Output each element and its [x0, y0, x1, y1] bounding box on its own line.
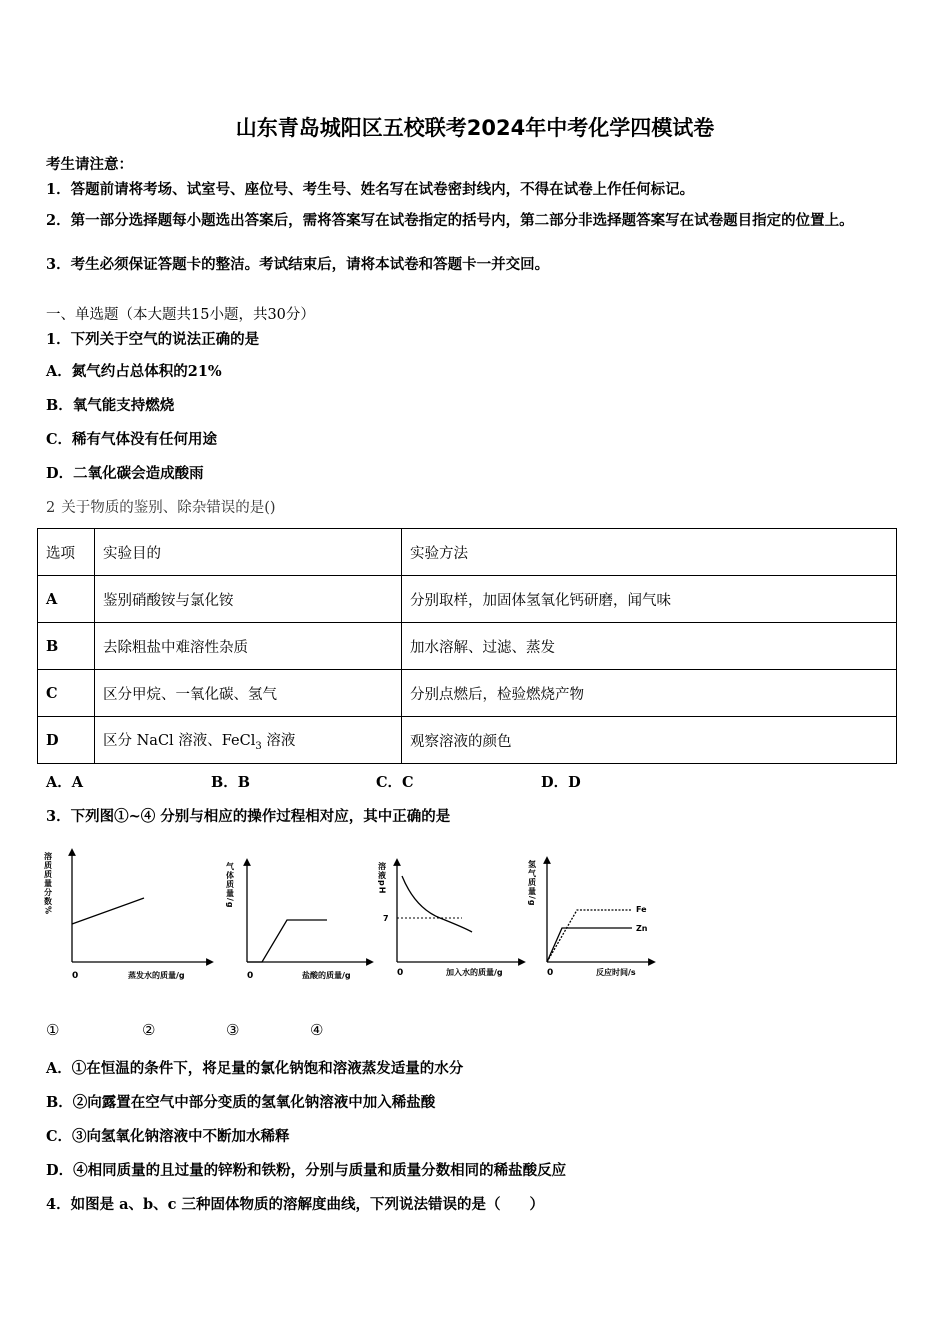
- table-cell: D: [38, 717, 95, 764]
- table-header: 实验目的: [95, 529, 402, 576]
- graph-3-xlabel: 加入水的质量/g: [446, 968, 503, 977]
- question-stem: 3．下列图①~④ 分别与相应的操作过程相对应，其中正确的是: [46, 808, 451, 825]
- table-cell: 加水溶解、过滤、蒸发: [402, 623, 897, 670]
- table-cell: 去除粗盐中难溶性杂质: [95, 623, 402, 670]
- table-cell: 观察溶液的颜色: [402, 717, 897, 764]
- table-cell: 鉴别硝酸铵与氯化铵: [95, 576, 402, 623]
- option-c: C．③向氢氧化钠溶液中不断加水稀释: [46, 1128, 290, 1145]
- graph-label: ③: [226, 1021, 240, 1039]
- table-cell: C: [38, 670, 95, 717]
- option-b: B．②向露置在空气中部分变质的氢氧化钠溶液中加入稀盐酸: [46, 1094, 436, 1111]
- notice-item: 3．考生必须保证答题卡的整洁。考试结束后，请将本试卷和答题卡一并交回。: [46, 256, 550, 273]
- graph-4-zn-line: [547, 928, 632, 962]
- table-cell: 区分甲烷、一氧化碳、氢气: [95, 670, 402, 717]
- table-row: [38, 670, 897, 717]
- table-row: [38, 623, 897, 670]
- graph-3-mark: 7: [383, 914, 389, 923]
- question-stem: 1．下列关于空气的说法正确的是: [46, 331, 260, 348]
- table-cell: B: [38, 623, 95, 670]
- question-stem: 4．如图是 a、b、c 三种固体物质的溶解度曲线，下列说法错误的是（ ）: [46, 1196, 545, 1213]
- table-header: 选项: [38, 529, 95, 576]
- question-stem: [46, 496, 276, 517]
- graph-2-line: [247, 920, 327, 962]
- graph-label: ①: [46, 1021, 60, 1039]
- graph-2: [225, 861, 371, 981]
- question-table: [37, 528, 897, 764]
- graph-label: ②: [142, 1021, 156, 1039]
- option-b: B．氧气能支持燃烧: [46, 397, 175, 414]
- notice-item: 2．第一部分选择题每小题选出答案后，需将答案写在试卷指定的括号内，第二部分非选择题答案写在试卷题目指定的位置上。: [46, 212, 854, 229]
- graph-2-origin: 0: [247, 971, 254, 981]
- answer-c: C．C: [376, 774, 414, 791]
- graph-2-xlabel: 盐酸的质量/g: [302, 971, 351, 980]
- answer-a: A．A: [46, 774, 84, 791]
- graph-4-origin: 0: [547, 968, 554, 978]
- option-d: D．二氧化碳会造成酸雨: [46, 465, 204, 482]
- page-title: 山东青岛城阳区五校联考2024年中考化学四模试卷: [235, 116, 715, 140]
- graph-4-legend-zn: Zn: [636, 924, 648, 933]
- graph-label: ④: [310, 1021, 324, 1039]
- notice-item: 1．答题前请将考场、试室号、座位号、考生号、姓名写在试卷密封线内，不得在试卷上作任何标记。: [46, 181, 695, 198]
- table-cell: 分别取样，加固体氢氧化钙研磨，闻气味: [402, 576, 897, 623]
- graph-3: [378, 861, 523, 978]
- graph-4-ylabel: 氢气质量/g: [527, 860, 537, 907]
- subscript: 3: [255, 740, 262, 752]
- option-d: D．④相同质量的且过量的锌粉和铁粉，分别与质量和质量分数相同的稀盐酸反应: [46, 1162, 567, 1179]
- table-header: 实验方法: [402, 529, 897, 576]
- graph-4-fe-line: [547, 910, 632, 962]
- graph-1-origin: 0: [72, 971, 79, 981]
- graph-3-origin: 0: [397, 968, 404, 978]
- graph-4: [527, 859, 653, 978]
- graph-4-xlabel: 反应时间/s: [596, 968, 636, 977]
- question-text: 关于物质的鉴别、除杂错误的是(): [61, 500, 276, 516]
- graph-1-line: [72, 898, 144, 924]
- cell-text: 溶液: [266, 732, 296, 749]
- graph-1-xlabel: 蒸发水的质量/g: [128, 971, 185, 980]
- graph-1-ylabel: 溶质质量分数%: [43, 852, 53, 916]
- graph-3-curve: [402, 876, 472, 932]
- answer-b: B．B: [211, 774, 251, 791]
- answer-d: D．D: [541, 774, 581, 791]
- section-heading: 一、单选题（本大题共15小题，共30分）: [46, 307, 315, 323]
- table-row: [38, 576, 897, 623]
- option-a: A．①在恒温的条件下，将足量的氯化钠饱和溶液蒸发适量的水分: [46, 1060, 464, 1077]
- graph-3-ylabel: 溶液pH: [377, 862, 387, 895]
- option-c: C．稀有气体没有任何用途: [46, 431, 218, 448]
- option-a: A．氮气约占总体积的21%: [46, 363, 222, 380]
- graph-1: [44, 851, 211, 981]
- table-cell: A: [38, 576, 95, 623]
- table-cell: [95, 717, 402, 764]
- graph-4-legend-fe: Fe: [636, 905, 647, 914]
- table-row: [38, 717, 897, 764]
- graphs-figure: [40, 838, 680, 988]
- question-number: 2: [46, 500, 56, 516]
- table-header-row: [38, 529, 897, 576]
- table-cell: 分别点燃后，检验燃烧产物: [402, 670, 897, 717]
- graph-2-ylabel: 气体质量/g: [225, 862, 235, 909]
- cell-text: 区分 NaCl 溶液、FeCl: [103, 732, 256, 749]
- notice-heading: 考生请注意：: [46, 156, 133, 173]
